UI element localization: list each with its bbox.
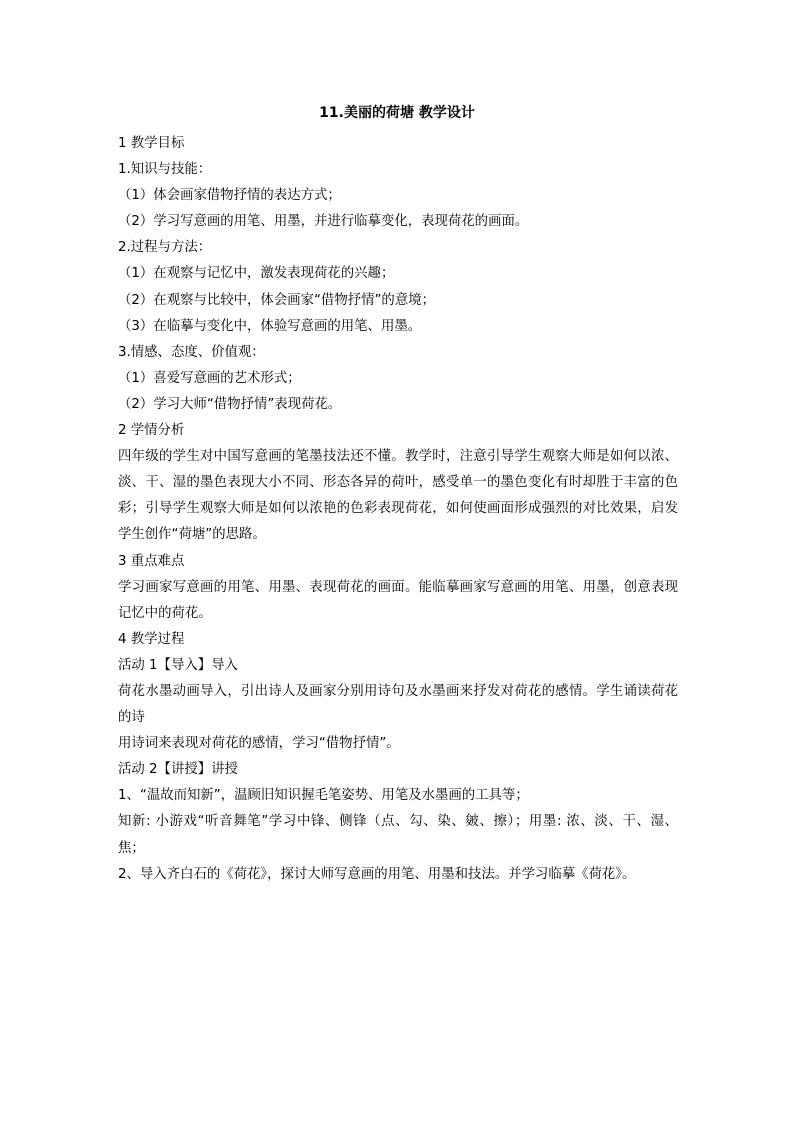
- section-heading-process: 4 教学过程: [118, 631, 185, 647]
- list-item: （2）学习大师“借物抒情”表现荷花。: [118, 396, 342, 412]
- paragraph-qi-baishi: 2、导入齐白石的《荷花》，探讨大师写意画的用笔、用墨和技法。并学习临摹《荷花》。: [118, 866, 636, 882]
- document-body: [118, 131, 678, 888]
- paragraph-analysis: 四年级的学生对中国写意画的笔墨技法还不懂。教学时，注意引导学生观察大师是如何以浓、淡、干、湿的墨色表现大小不同、形态各异的荷叶，感受单一的墨色变化有时却胜于丰富的色彩；引导学生观察大师是如何以浓艳的色彩表现荷花，如何使画面形成强烈的对比效果，启发学生创作“荷塘”的思路。: [118, 449, 678, 543]
- list-item: （2）在观察与比较中，体会画家“借物抒情”的意境；: [118, 292, 435, 308]
- list-item: （1）喜爱写意画的艺术形式；: [118, 370, 301, 386]
- section-heading-analysis: 2 学情分析: [118, 423, 185, 439]
- activity-heading-2: 活动 2【讲授】讲授: [118, 762, 238, 778]
- section-heading-objectives: 1 教学目标: [118, 136, 185, 151]
- paragraph-activity-1: 荷花水墨动画导入，引出诗人及画家分别用诗句及水墨画来抒发对荷花的感情。学生诵读荷花的诗: [118, 683, 678, 726]
- paragraph-review: 1、“温故而知新”，温顾旧知识握毛笔姿势、用笔及水墨画的工具等；: [118, 788, 529, 804]
- section-heading-key-points: 3 重点难点: [118, 553, 185, 569]
- subheading-attitudes-values: 3.情感、态度、价值观：: [118, 344, 265, 360]
- list-item: （3）在临摹与变化中，体验写意画的用笔、用墨。: [118, 318, 422, 334]
- document-title: 11.美丽的荷塘 教学设计: [319, 105, 475, 121]
- subheading-knowledge-skills: 1.知识与技能：: [118, 162, 212, 178]
- paragraph-new-knowledge: 知新: 小游戏“听音舞笔”学习中锋、侧锋（点、勾、染、皴、擦）；用墨: 浓、淡、干、湿、焦；: [118, 814, 678, 856]
- paragraph-key-points: 学习画家写意画的用笔、用墨、表现荷花的画面。能临摹画家写意画的用笔、用墨，创意表现记忆中的荷花。: [118, 579, 678, 621]
- paragraph-activity-1-cont: 用诗词来表现对荷花的感情，学习“借物抒情”。: [118, 736, 400, 752]
- subheading-process-methods: 2.过程与方法：: [118, 240, 212, 256]
- list-item: （1）体会画家借物抒情的表达方式；: [118, 188, 341, 204]
- list-item: （1）在观察与记忆中，激发表现荷花的兴趣；: [118, 266, 395, 282]
- list-item: （2）学习写意画的用笔、用墨，并进行临摹变化，表现荷花的画面。: [118, 214, 529, 230]
- activity-heading-1: 活动 1【导入】导入: [118, 657, 238, 673]
